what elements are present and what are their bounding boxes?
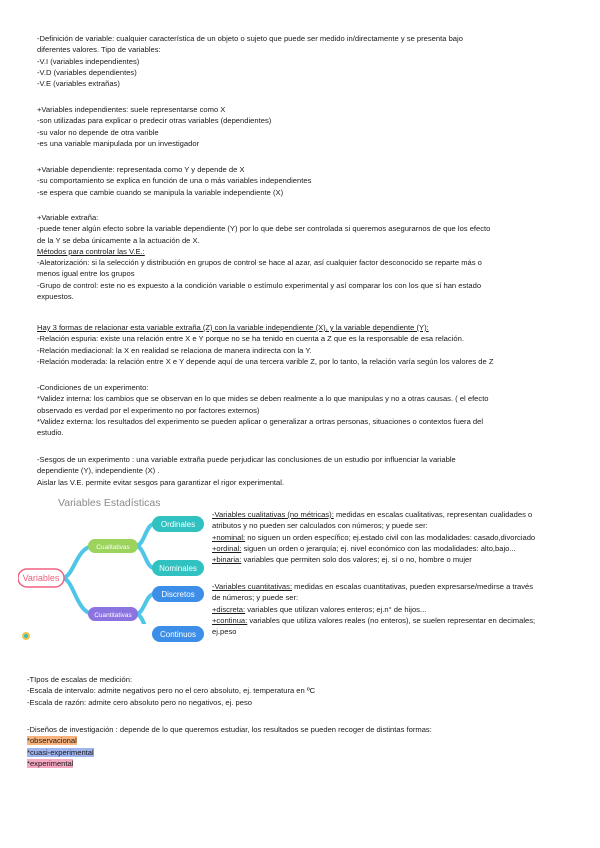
qualitative-description: [212, 509, 592, 565]
text-line: [27, 758, 567, 769]
text-line: observado es verdad por el experimento no por factores externos): [37, 405, 260, 415]
text-line: -Grupo de control: este no es expuesto a la condición variable o estímulo experimental y así comparar los con los que sí han estado: [37, 280, 482, 290]
text-line: [212, 509, 592, 520]
text-line: atributos y no pueden ser calculados con números; y puede ser:: [212, 521, 428, 531]
relations-title: Hay 3 formas de relacionar esta variable extraña (Z) con la variable independiente (X), y la variable dependiente (Y):: [37, 323, 429, 332]
continuos-label: Continuos: [159, 630, 197, 639]
text-line: +Variable extraña:: [37, 213, 99, 222]
quantitative-title: -Variables cuantitativas:: [212, 582, 293, 591]
text-line: -V.I (variables independientes): [37, 56, 140, 66]
text-line: menos igual entre los grupos: [37, 269, 135, 279]
branch-line: [62, 578, 94, 614]
continua-label: +continua:: [212, 615, 248, 625]
text-line: -Escala de razón: admite cero absoluto pero no negativos, ej. peso: [27, 697, 252, 707]
text-line: -Relación moderada: la relación entre X e Y depende aquí de una tercera varible Z, por lo tanto, la relación varía según los valores de Z: [37, 356, 494, 366]
text-line: -son utilizadas para explicar o predecir otras variables (dependientes): [37, 116, 272, 126]
text-line: ej.peso: [212, 627, 237, 637]
independent-vars-section: [37, 104, 577, 149]
text-line: [212, 615, 592, 626]
discretos-label: Discretos: [161, 590, 195, 599]
variables-mindmap: [18, 494, 208, 624]
continua-text: variables que utiliza valores reales (no enteros), se suelen representar en decimales;: [247, 615, 536, 625]
scales-section: [27, 674, 567, 708]
text-line: +Variables independientes: suele representarse como X: [37, 105, 226, 114]
text-line: de la Y se deba únicamente a la actuación de X.: [37, 235, 200, 245]
text-line: -Relación espuria: existe una relación entre X e Y porque no se ha tenido en cuenta a Z que es la responsable de esa relación.: [37, 334, 464, 344]
dependent-vars-section: [37, 164, 577, 198]
text-line: +Variable dependiente: representada como Y y depende de X: [37, 165, 245, 174]
root-label: Variables: [22, 573, 60, 583]
text-line: -su valor no depende de otra varible: [37, 127, 159, 137]
ordinal-text: siguen un orden o jerarquía; ej. nivel económico con las modalidades: alto,bajo...: [241, 543, 516, 553]
text-line: [212, 554, 592, 565]
text-line: *Validez externa: los resultados del experimento se pueden aplicar o generalizar a ortras personas, situaciones o contextos fuera del: [37, 416, 484, 426]
logo-dot-inner-icon: [24, 634, 28, 638]
text-line: [27, 747, 567, 758]
text-line: -su comportamiento se explica en función de una o más variables independientes: [37, 176, 312, 186]
relations-section: [37, 322, 577, 367]
binaria-label: +binaria:: [212, 555, 242, 565]
diagram-title: Variables Estadísticas: [58, 497, 161, 509]
cuasi-experimental-item: *cuasi-experimental: [27, 747, 94, 757]
text-line: *Validez interna: los cambios que se observan en lo que mides se deben realmente a lo que manipulas y no a otras causas. ( el efecto: [37, 394, 489, 404]
text-line: -TIpos de escalas de medición:: [27, 675, 133, 684]
quantitative-title-rest: medidas en escalas cuantitativas, pueden expresarse/medirse a través: [292, 582, 534, 591]
text-line: -V.E (variables extrañas): [37, 79, 120, 89]
branch-line: [136, 594, 154, 614]
discreta-label: +discreta:: [212, 604, 246, 614]
discreta-text: variables que utilizan valores enteros; ej.n° de hijos...: [245, 604, 427, 614]
variables-mindmap-bottom: [18, 624, 208, 648]
extraneous-vars-section: [37, 212, 577, 302]
ordinales-label: Ordinales: [160, 520, 196, 529]
text-line: -es una variable manipulada por un investigador: [37, 138, 200, 148]
text-line: -Aleatorización: si la selección y distribución en grupos de control se hace al azar, así cualquier factor desconocido se reparte más o: [37, 258, 482, 268]
text-line: diferentes valores. Tipo de variables:: [37, 45, 161, 55]
quantitative-description: [212, 581, 592, 637]
text-line: expuestos.: [37, 292, 74, 302]
experimental-item: *experimental: [27, 758, 74, 768]
text-line: -se espera que cambie cuando se manipula la variable independiente (X): [37, 187, 284, 197]
branch-line: [136, 546, 154, 568]
branch-line: [136, 614, 154, 624]
text-line: -puede tener algún efecto sobre la variable dependiente (Y) por lo que debe ser controlada si queremos asegurarnos de que los efecto: [37, 224, 491, 234]
qualitative-title: -Variables cualitativas (no métricas):: [212, 510, 334, 519]
bias-section: [37, 454, 577, 488]
text-line: [212, 543, 592, 554]
research-designs-section: [27, 724, 567, 769]
text-line: -Escala de intervalo: admite negativos pero no el cero absoluto, ej. temperatura en ºC: [27, 686, 316, 696]
observacional-item: *observacional: [27, 736, 77, 746]
nominal-label: +nominal:: [212, 532, 246, 542]
qualitative-label: Cualitativas: [96, 544, 130, 551]
text-line: [27, 735, 567, 746]
text-line: estudio.: [37, 428, 64, 438]
text-line: Aislar las V.E. permite evitar sesgos para garantizar el rigor experimental.: [37, 477, 285, 487]
text-line: [212, 532, 592, 543]
text-line: dependiente (Y), independiente (X) .: [37, 466, 160, 476]
text-line: de números; y puede ser:: [212, 593, 299, 603]
text-line: -V.D (variables dependientes): [37, 67, 137, 77]
quantitative-label: Cuantitativas: [94, 612, 132, 619]
text-line: -Condiciones de un experimento:: [37, 383, 149, 392]
ordinal-label: +ordinal:: [212, 543, 242, 553]
conditions-section: [37, 382, 577, 438]
nominal-text: no siguen un orden específico; ej.estado civil con las modalidades: casado,divorciado: [245, 532, 536, 542]
text-line: -Relación mediacional: la X en realidad se relaciona de manera indirecta con la Y.: [37, 345, 312, 355]
branch-line: [62, 546, 94, 578]
nominales-label: Nominales: [159, 564, 197, 573]
branch-line: [136, 524, 154, 546]
research-designs-title: -Diseños de investigación : depende de lo que queremos estudiar, los resultados se pueden recoger de distintas formas:: [27, 725, 432, 734]
methods-title: Métodos para controlar las V.E.:: [37, 246, 145, 256]
binaria-text: variables que permiten solo dos valores; ej. sí o no, hombre o mujer: [241, 555, 472, 565]
text-line: [212, 581, 592, 592]
text-line: [212, 604, 592, 615]
text-line: -Sesgos de un experimento : una variable extraña puede perjudicar las conclusiones de un estudio por influenciar la variable: [37, 455, 456, 464]
definition-section: [37, 33, 577, 89]
text-line: -Definición de variable: cualquier característica de un objeto o sujeto que puede ser medido in/directamente y se presenta bajo: [37, 34, 463, 43]
qualitative-title-rest: medidas en escalas cualitativas, representan cualidades o: [333, 510, 533, 519]
